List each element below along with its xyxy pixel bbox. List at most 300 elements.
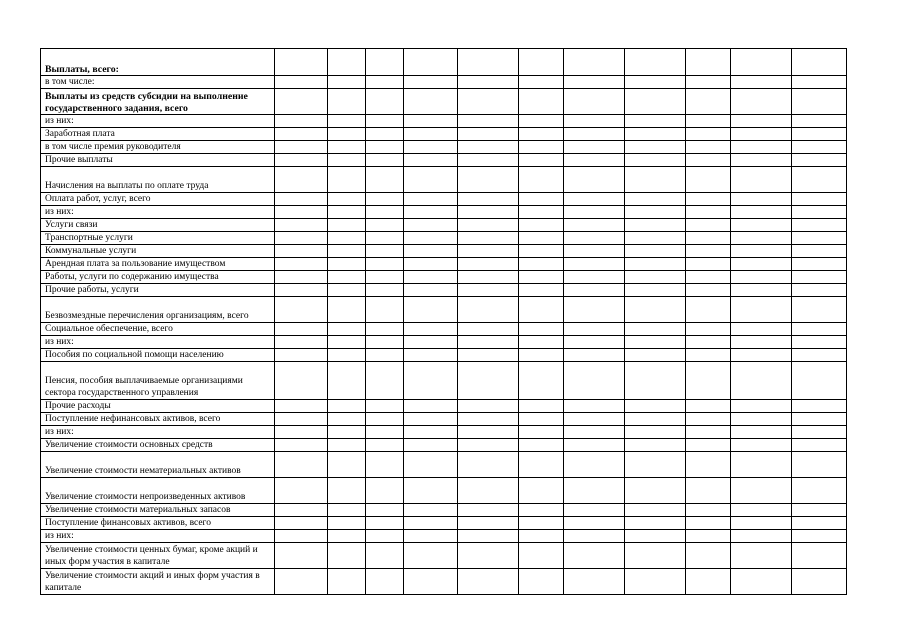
value-cell[interactable] xyxy=(519,128,564,141)
value-cell[interactable] xyxy=(366,115,404,128)
value-cell[interactable] xyxy=(275,115,328,128)
value-cell[interactable] xyxy=(792,206,847,219)
value-cell[interactable] xyxy=(686,49,731,76)
value-cell[interactable] xyxy=(404,284,458,297)
value-cell[interactable] xyxy=(731,439,792,452)
value-cell[interactable] xyxy=(404,167,458,193)
value-cell[interactable] xyxy=(792,167,847,193)
value-cell[interactable] xyxy=(404,141,458,154)
value-cell[interactable] xyxy=(564,141,625,154)
value-cell[interactable] xyxy=(519,89,564,115)
value-cell[interactable] xyxy=(625,193,686,206)
value-cell[interactable] xyxy=(564,154,625,167)
value-cell[interactable] xyxy=(731,141,792,154)
value-cell[interactable] xyxy=(792,76,847,89)
value-cell[interactable] xyxy=(792,258,847,271)
value-cell[interactable] xyxy=(275,245,328,258)
value-cell[interactable] xyxy=(328,154,366,167)
value-cell[interactable] xyxy=(275,219,328,232)
value-cell[interactable] xyxy=(275,336,328,349)
value-cell[interactable] xyxy=(564,167,625,193)
value-cell[interactable] xyxy=(519,297,564,323)
value-cell[interactable] xyxy=(328,89,366,115)
value-cell[interactable] xyxy=(458,258,519,271)
value-cell[interactable] xyxy=(458,128,519,141)
value-cell[interactable] xyxy=(404,258,458,271)
value-cell[interactable] xyxy=(275,141,328,154)
value-cell[interactable] xyxy=(731,569,792,595)
value-cell[interactable] xyxy=(564,543,625,569)
value-cell[interactable] xyxy=(625,504,686,517)
value-cell[interactable] xyxy=(328,543,366,569)
value-cell[interactable] xyxy=(404,413,458,426)
value-cell[interactable] xyxy=(564,569,625,595)
value-cell[interactable] xyxy=(625,271,686,284)
value-cell[interactable] xyxy=(686,297,731,323)
value-cell[interactable] xyxy=(458,219,519,232)
value-cell[interactable] xyxy=(625,439,686,452)
value-cell[interactable] xyxy=(792,271,847,284)
value-cell[interactable] xyxy=(564,284,625,297)
value-cell[interactable] xyxy=(792,478,847,504)
value-cell[interactable] xyxy=(625,336,686,349)
value-cell[interactable] xyxy=(328,271,366,284)
value-cell[interactable] xyxy=(275,504,328,517)
value-cell[interactable] xyxy=(625,569,686,595)
value-cell[interactable] xyxy=(519,284,564,297)
value-cell[interactable] xyxy=(731,167,792,193)
value-cell[interactable] xyxy=(275,323,328,336)
value-cell[interactable] xyxy=(792,517,847,530)
value-cell[interactable] xyxy=(366,349,404,362)
value-cell[interactable] xyxy=(275,258,328,271)
value-cell[interactable] xyxy=(328,336,366,349)
value-cell[interactable] xyxy=(625,349,686,362)
value-cell[interactable] xyxy=(792,128,847,141)
value-cell[interactable] xyxy=(458,362,519,400)
value-cell[interactable] xyxy=(458,569,519,595)
value-cell[interactable] xyxy=(731,297,792,323)
value-cell[interactable] xyxy=(328,219,366,232)
value-cell[interactable] xyxy=(328,193,366,206)
value-cell[interactable] xyxy=(458,76,519,89)
value-cell[interactable] xyxy=(275,76,328,89)
value-cell[interactable] xyxy=(686,413,731,426)
value-cell[interactable] xyxy=(366,219,404,232)
value-cell[interactable] xyxy=(458,530,519,543)
value-cell[interactable] xyxy=(625,167,686,193)
value-cell[interactable] xyxy=(366,128,404,141)
value-cell[interactable] xyxy=(275,400,328,413)
value-cell[interactable] xyxy=(686,167,731,193)
value-cell[interactable] xyxy=(328,49,366,76)
value-cell[interactable] xyxy=(792,400,847,413)
value-cell[interactable] xyxy=(519,154,564,167)
value-cell[interactable] xyxy=(458,452,519,478)
value-cell[interactable] xyxy=(458,141,519,154)
value-cell[interactable] xyxy=(519,323,564,336)
value-cell[interactable] xyxy=(625,452,686,478)
value-cell[interactable] xyxy=(275,349,328,362)
value-cell[interactable] xyxy=(792,426,847,439)
value-cell[interactable] xyxy=(275,543,328,569)
value-cell[interactable] xyxy=(731,245,792,258)
value-cell[interactable] xyxy=(731,154,792,167)
value-cell[interactable] xyxy=(328,517,366,530)
value-cell[interactable] xyxy=(328,297,366,323)
value-cell[interactable] xyxy=(275,517,328,530)
value-cell[interactable] xyxy=(625,362,686,400)
value-cell[interactable] xyxy=(731,478,792,504)
value-cell[interactable] xyxy=(731,206,792,219)
value-cell[interactable] xyxy=(625,49,686,76)
value-cell[interactable] xyxy=(625,478,686,504)
value-cell[interactable] xyxy=(625,206,686,219)
value-cell[interactable] xyxy=(366,362,404,400)
value-cell[interactable] xyxy=(519,504,564,517)
value-cell[interactable] xyxy=(625,76,686,89)
value-cell[interactable] xyxy=(686,362,731,400)
value-cell[interactable] xyxy=(564,413,625,426)
value-cell[interactable] xyxy=(519,141,564,154)
value-cell[interactable] xyxy=(519,206,564,219)
value-cell[interactable] xyxy=(564,193,625,206)
value-cell[interactable] xyxy=(275,49,328,76)
value-cell[interactable] xyxy=(792,193,847,206)
value-cell[interactable] xyxy=(275,284,328,297)
value-cell[interactable] xyxy=(564,362,625,400)
value-cell[interactable] xyxy=(686,76,731,89)
value-cell[interactable] xyxy=(731,89,792,115)
value-cell[interactable] xyxy=(328,478,366,504)
value-cell[interactable] xyxy=(458,297,519,323)
value-cell[interactable] xyxy=(686,258,731,271)
value-cell[interactable] xyxy=(686,478,731,504)
value-cell[interactable] xyxy=(458,154,519,167)
value-cell[interactable] xyxy=(404,362,458,400)
value-cell[interactable] xyxy=(625,141,686,154)
value-cell[interactable] xyxy=(564,115,625,128)
value-cell[interactable] xyxy=(366,452,404,478)
value-cell[interactable] xyxy=(366,193,404,206)
value-cell[interactable] xyxy=(404,232,458,245)
value-cell[interactable] xyxy=(564,89,625,115)
value-cell[interactable] xyxy=(792,530,847,543)
value-cell[interactable] xyxy=(792,413,847,426)
value-cell[interactable] xyxy=(366,478,404,504)
value-cell[interactable] xyxy=(519,452,564,478)
value-cell[interactable] xyxy=(404,297,458,323)
value-cell[interactable] xyxy=(366,258,404,271)
value-cell[interactable] xyxy=(792,49,847,76)
value-cell[interactable] xyxy=(404,400,458,413)
value-cell[interactable] xyxy=(275,128,328,141)
value-cell[interactable] xyxy=(366,336,404,349)
value-cell[interactable] xyxy=(731,400,792,413)
value-cell[interactable] xyxy=(519,569,564,595)
value-cell[interactable] xyxy=(275,206,328,219)
value-cell[interactable] xyxy=(519,49,564,76)
value-cell[interactable] xyxy=(328,413,366,426)
value-cell[interactable] xyxy=(275,193,328,206)
value-cell[interactable] xyxy=(519,258,564,271)
value-cell[interactable] xyxy=(564,349,625,362)
value-cell[interactable] xyxy=(792,284,847,297)
value-cell[interactable] xyxy=(366,271,404,284)
value-cell[interactable] xyxy=(731,349,792,362)
value-cell[interactable] xyxy=(328,245,366,258)
value-cell[interactable] xyxy=(625,543,686,569)
value-cell[interactable] xyxy=(792,89,847,115)
value-cell[interactable] xyxy=(731,193,792,206)
value-cell[interactable] xyxy=(564,478,625,504)
value-cell[interactable] xyxy=(328,349,366,362)
value-cell[interactable] xyxy=(366,167,404,193)
value-cell[interactable] xyxy=(458,49,519,76)
value-cell[interactable] xyxy=(686,271,731,284)
value-cell[interactable] xyxy=(404,336,458,349)
value-cell[interactable] xyxy=(458,543,519,569)
value-cell[interactable] xyxy=(328,284,366,297)
value-cell[interactable] xyxy=(686,245,731,258)
value-cell[interactable] xyxy=(625,426,686,439)
value-cell[interactable] xyxy=(366,517,404,530)
value-cell[interactable] xyxy=(404,452,458,478)
value-cell[interactable] xyxy=(328,323,366,336)
value-cell[interactable] xyxy=(686,232,731,245)
value-cell[interactable] xyxy=(625,154,686,167)
value-cell[interactable] xyxy=(625,245,686,258)
value-cell[interactable] xyxy=(404,478,458,504)
value-cell[interactable] xyxy=(731,530,792,543)
value-cell[interactable] xyxy=(275,452,328,478)
value-cell[interactable] xyxy=(731,258,792,271)
value-cell[interactable] xyxy=(731,232,792,245)
value-cell[interactable] xyxy=(366,297,404,323)
value-cell[interactable] xyxy=(328,206,366,219)
value-cell[interactable] xyxy=(519,167,564,193)
value-cell[interactable] xyxy=(275,362,328,400)
value-cell[interactable] xyxy=(328,167,366,193)
value-cell[interactable] xyxy=(404,245,458,258)
value-cell[interactable] xyxy=(564,323,625,336)
value-cell[interactable] xyxy=(404,193,458,206)
value-cell[interactable] xyxy=(328,504,366,517)
value-cell[interactable] xyxy=(275,232,328,245)
value-cell[interactable] xyxy=(625,219,686,232)
value-cell[interactable] xyxy=(731,426,792,439)
value-cell[interactable] xyxy=(275,439,328,452)
value-cell[interactable] xyxy=(686,323,731,336)
value-cell[interactable] xyxy=(458,271,519,284)
value-cell[interactable] xyxy=(731,504,792,517)
value-cell[interactable] xyxy=(792,323,847,336)
value-cell[interactable] xyxy=(328,115,366,128)
value-cell[interactable] xyxy=(686,336,731,349)
value-cell[interactable] xyxy=(686,206,731,219)
value-cell[interactable] xyxy=(458,232,519,245)
value-cell[interactable] xyxy=(458,439,519,452)
value-cell[interactable] xyxy=(404,530,458,543)
value-cell[interactable] xyxy=(625,128,686,141)
value-cell[interactable] xyxy=(404,426,458,439)
value-cell[interactable] xyxy=(458,284,519,297)
value-cell[interactable] xyxy=(404,569,458,595)
value-cell[interactable] xyxy=(366,569,404,595)
value-cell[interactable] xyxy=(731,76,792,89)
value-cell[interactable] xyxy=(731,115,792,128)
value-cell[interactable] xyxy=(275,154,328,167)
value-cell[interactable] xyxy=(366,49,404,76)
value-cell[interactable] xyxy=(404,154,458,167)
value-cell[interactable] xyxy=(366,530,404,543)
value-cell[interactable] xyxy=(686,504,731,517)
value-cell[interactable] xyxy=(519,517,564,530)
value-cell[interactable] xyxy=(731,49,792,76)
value-cell[interactable] xyxy=(564,245,625,258)
value-cell[interactable] xyxy=(275,413,328,426)
value-cell[interactable] xyxy=(625,530,686,543)
value-cell[interactable] xyxy=(625,284,686,297)
value-cell[interactable] xyxy=(731,323,792,336)
value-cell[interactable] xyxy=(328,258,366,271)
value-cell[interactable] xyxy=(731,452,792,478)
value-cell[interactable] xyxy=(275,271,328,284)
value-cell[interactable] xyxy=(686,193,731,206)
value-cell[interactable] xyxy=(275,478,328,504)
value-cell[interactable] xyxy=(792,439,847,452)
value-cell[interactable] xyxy=(275,530,328,543)
value-cell[interactable] xyxy=(731,128,792,141)
value-cell[interactable] xyxy=(731,219,792,232)
value-cell[interactable] xyxy=(731,543,792,569)
value-cell[interactable] xyxy=(625,258,686,271)
value-cell[interactable] xyxy=(404,517,458,530)
value-cell[interactable] xyxy=(328,452,366,478)
value-cell[interactable] xyxy=(625,517,686,530)
value-cell[interactable] xyxy=(519,439,564,452)
value-cell[interactable] xyxy=(564,452,625,478)
value-cell[interactable] xyxy=(686,569,731,595)
value-cell[interactable] xyxy=(792,245,847,258)
value-cell[interactable] xyxy=(458,413,519,426)
value-cell[interactable] xyxy=(686,400,731,413)
value-cell[interactable] xyxy=(625,413,686,426)
value-cell[interactable] xyxy=(519,115,564,128)
value-cell[interactable] xyxy=(564,297,625,323)
value-cell[interactable] xyxy=(686,284,731,297)
value-cell[interactable] xyxy=(458,323,519,336)
value-cell[interactable] xyxy=(404,219,458,232)
value-cell[interactable] xyxy=(366,89,404,115)
value-cell[interactable] xyxy=(404,128,458,141)
value-cell[interactable] xyxy=(792,232,847,245)
value-cell[interactable] xyxy=(731,271,792,284)
value-cell[interactable] xyxy=(519,219,564,232)
value-cell[interactable] xyxy=(404,349,458,362)
value-cell[interactable] xyxy=(458,336,519,349)
value-cell[interactable] xyxy=(366,76,404,89)
value-cell[interactable] xyxy=(686,426,731,439)
value-cell[interactable] xyxy=(458,517,519,530)
value-cell[interactable] xyxy=(404,115,458,128)
value-cell[interactable] xyxy=(366,543,404,569)
value-cell[interactable] xyxy=(792,504,847,517)
value-cell[interactable] xyxy=(686,219,731,232)
value-cell[interactable] xyxy=(458,206,519,219)
value-cell[interactable] xyxy=(564,219,625,232)
value-cell[interactable] xyxy=(686,543,731,569)
value-cell[interactable] xyxy=(519,478,564,504)
value-cell[interactable] xyxy=(519,349,564,362)
value-cell[interactable] xyxy=(625,89,686,115)
value-cell[interactable] xyxy=(458,245,519,258)
value-cell[interactable] xyxy=(792,115,847,128)
value-cell[interactable] xyxy=(366,426,404,439)
value-cell[interactable] xyxy=(519,413,564,426)
value-cell[interactable] xyxy=(792,141,847,154)
value-cell[interactable] xyxy=(366,245,404,258)
value-cell[interactable] xyxy=(328,128,366,141)
value-cell[interactable] xyxy=(519,362,564,400)
value-cell[interactable] xyxy=(792,543,847,569)
value-cell[interactable] xyxy=(275,426,328,439)
value-cell[interactable] xyxy=(686,141,731,154)
value-cell[interactable] xyxy=(458,349,519,362)
value-cell[interactable] xyxy=(686,89,731,115)
value-cell[interactable] xyxy=(792,569,847,595)
value-cell[interactable] xyxy=(366,504,404,517)
value-cell[interactable] xyxy=(686,349,731,362)
value-cell[interactable] xyxy=(731,362,792,400)
value-cell[interactable] xyxy=(564,504,625,517)
value-cell[interactable] xyxy=(564,76,625,89)
value-cell[interactable] xyxy=(564,439,625,452)
value-cell[interactable] xyxy=(519,245,564,258)
value-cell[interactable] xyxy=(792,336,847,349)
value-cell[interactable] xyxy=(731,336,792,349)
value-cell[interactable] xyxy=(792,154,847,167)
value-cell[interactable] xyxy=(458,167,519,193)
value-cell[interactable] xyxy=(564,258,625,271)
value-cell[interactable] xyxy=(366,206,404,219)
value-cell[interactable] xyxy=(625,232,686,245)
value-cell[interactable] xyxy=(686,115,731,128)
value-cell[interactable] xyxy=(792,297,847,323)
value-cell[interactable] xyxy=(458,426,519,439)
value-cell[interactable] xyxy=(328,400,366,413)
value-cell[interactable] xyxy=(564,400,625,413)
value-cell[interactable] xyxy=(625,400,686,413)
value-cell[interactable] xyxy=(366,232,404,245)
value-cell[interactable] xyxy=(519,76,564,89)
value-cell[interactable] xyxy=(328,76,366,89)
value-cell[interactable] xyxy=(792,362,847,400)
value-cell[interactable] xyxy=(519,271,564,284)
value-cell[interactable] xyxy=(564,271,625,284)
value-cell[interactable] xyxy=(404,543,458,569)
value-cell[interactable] xyxy=(328,141,366,154)
value-cell[interactable] xyxy=(625,115,686,128)
value-cell[interactable] xyxy=(404,89,458,115)
value-cell[interactable] xyxy=(328,232,366,245)
value-cell[interactable] xyxy=(564,49,625,76)
value-cell[interactable] xyxy=(328,439,366,452)
value-cell[interactable] xyxy=(731,413,792,426)
value-cell[interactable] xyxy=(366,141,404,154)
value-cell[interactable] xyxy=(404,271,458,284)
value-cell[interactable] xyxy=(458,400,519,413)
